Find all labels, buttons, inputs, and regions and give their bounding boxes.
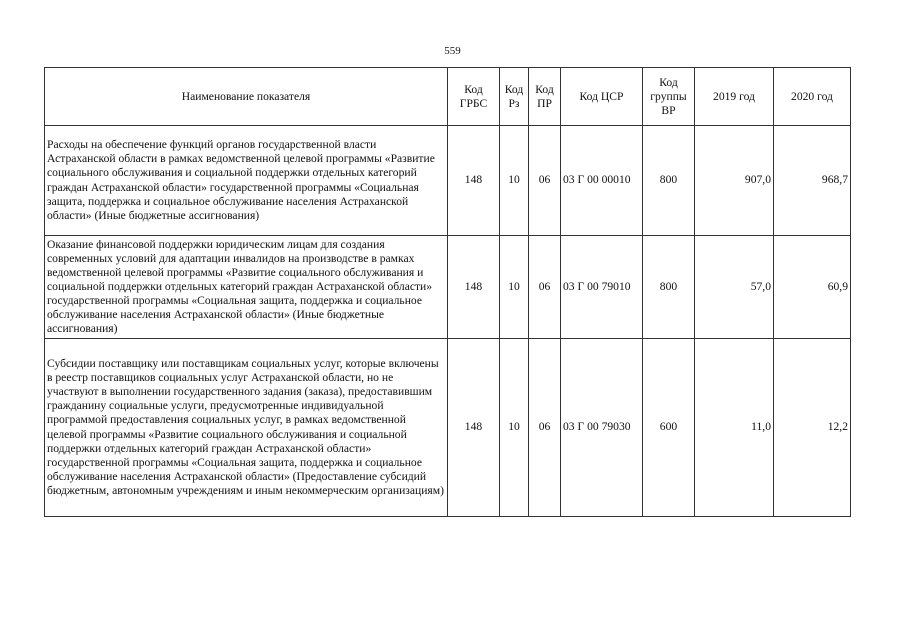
csr-code: 03 Г 00 79010 — [561, 236, 643, 339]
amount-2019: 57,0 — [695, 236, 774, 339]
page-number: 559 — [444, 45, 461, 57]
table-row — [45, 126, 851, 236]
rz-code: 10 — [500, 126, 529, 236]
amount-2020: 968,7 — [774, 126, 851, 236]
vr-code: 800 — [643, 126, 695, 236]
header-2019: 2019 год — [695, 68, 774, 126]
csr-code: 03 Г 00 00010 — [561, 126, 643, 236]
header-pr: Код ПР — [529, 68, 561, 126]
amount-2019: 11,0 — [695, 339, 774, 517]
header-name: Наименование показателя — [45, 68, 448, 126]
grbs-code: 148 — [448, 236, 500, 339]
pr-code: 06 — [529, 126, 561, 236]
vr-code: 800 — [643, 236, 695, 339]
amount-2019: 907,0 — [695, 126, 774, 236]
pr-code: 06 — [529, 236, 561, 339]
table-header-row — [45, 68, 851, 126]
grbs-code: 148 — [448, 126, 500, 236]
rz-code: 10 — [500, 236, 529, 339]
header-grbs: Код ГРБС — [448, 68, 500, 126]
rz-code: 10 — [500, 339, 529, 517]
indicator-name: Расходы на обеспечение функций органов государственной власти Астраханской области в рамках ведомственной целевой программы «Развитие социального обслуживания и социальной поддержки отдельных категорий граждан Астраханской области» государственной программы «Социальная защита, поддержка и социальное обслуживание населения Астраханской области» (Иные бюджетные ассигнования) — [45, 126, 448, 236]
header-rz: Код Рз — [500, 68, 529, 126]
table-row — [45, 236, 851, 339]
indicator-name: Субсидии поставщику или поставщикам социальных услуг, которые включены в реестр поставщиков социальных услуг Астраханской области, но не участвуют в выполнении государственного задания (заказа), предоставившим гражданину социальные услуги, предусмотренные индивидуальной программой предоставления социальных услуг, в рамках ведомственной целевой программы «Развитие социального обслуживания и социальной поддержки отдельных категорий граждан Астраханской области» государственной программы «Социальная защита, поддержка и социальное обслуживание населения Астраханской области» (Предоставление субсидий бюджетным, автономным учреждениям и иным некоммерческим организациям) — [45, 339, 448, 517]
budget-table — [44, 67, 851, 517]
amount-2020: 60,9 — [774, 236, 851, 339]
amount-2020: 12,2 — [774, 339, 851, 517]
indicator-name: Оказание финансовой поддержки юридическим лицам для создания современных условий для адаптации инвалидов на производстве в рамках ведомственной целевой программы «Развитие социального обслуживания и социальной поддержки отдельных категорий граждан Астраханской области» государственной программы «Социальная защита, поддержка и социальное обслуживание населения Астраханской области» (Иные бюджетные ассигнования) — [45, 236, 448, 339]
csr-code: 03 Г 00 79030 — [561, 339, 643, 517]
header-2020: 2020 год — [774, 68, 851, 126]
header-csr: Код ЦСР — [561, 68, 643, 126]
pr-code: 06 — [529, 339, 561, 517]
grbs-code: 148 — [448, 339, 500, 517]
table-row — [45, 339, 851, 517]
header-vr: Код группы ВР — [643, 68, 695, 126]
vr-code: 600 — [643, 339, 695, 517]
